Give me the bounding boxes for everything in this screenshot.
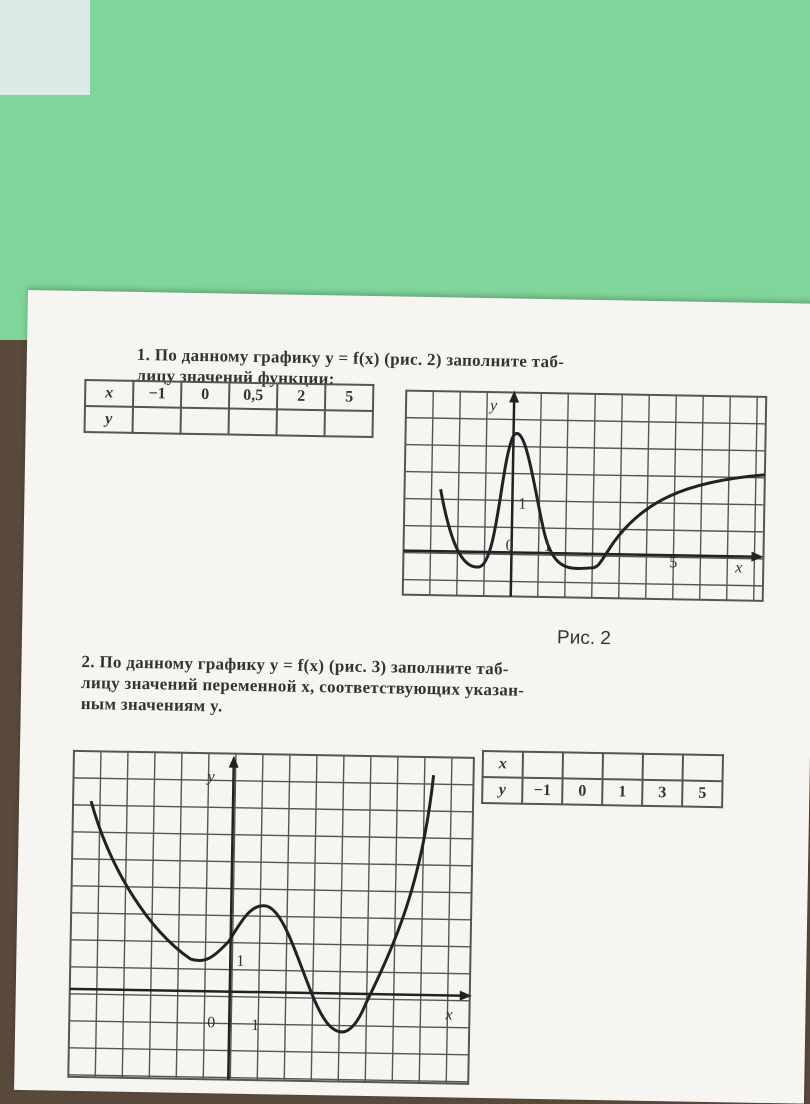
task1-line2: лицу значений функции: bbox=[136, 365, 335, 389]
origin-label: 0 bbox=[207, 1014, 216, 1032]
table-cell-empty[interactable] bbox=[229, 409, 277, 436]
table-cell-empty[interactable] bbox=[603, 753, 643, 780]
table-cell-empty[interactable] bbox=[181, 408, 229, 435]
grid-line bbox=[365, 756, 371, 1082]
axis-label-x: x bbox=[735, 559, 743, 577]
grid-line bbox=[419, 757, 425, 1083]
table-cell-empty[interactable] bbox=[523, 752, 563, 779]
table-cell-empty[interactable] bbox=[133, 407, 181, 434]
y-axis-arrow bbox=[229, 756, 239, 768]
textbook-page bbox=[14, 290, 810, 1104]
grid-line bbox=[149, 752, 155, 1078]
axis-label-y: y bbox=[207, 768, 215, 786]
grid-line bbox=[392, 757, 398, 1083]
table-cell: 0 bbox=[181, 382, 229, 409]
table-cell-empty[interactable] bbox=[277, 409, 325, 436]
grid-line bbox=[284, 755, 290, 1081]
table-header-y: y bbox=[85, 406, 133, 433]
y-axis bbox=[511, 395, 515, 597]
grid-line bbox=[754, 397, 758, 601]
grid-line bbox=[73, 832, 473, 839]
figure-2-caption: Рис. 2 bbox=[556, 627, 612, 650]
table-header-x: x bbox=[483, 751, 523, 778]
task2-table bbox=[481, 750, 724, 808]
table-cell: −1 bbox=[133, 381, 181, 408]
task2-line1: 2. По данному графику y = f(x) (рис. 3) заполните таб- bbox=[81, 651, 510, 679]
tick-label-x-1: 1 bbox=[543, 538, 552, 556]
tick-label-x-1: 1 bbox=[251, 1017, 260, 1035]
green-background bbox=[0, 0, 810, 340]
task2-table-row-y bbox=[482, 777, 722, 807]
grid-line bbox=[538, 393, 542, 597]
grid-line bbox=[69, 1021, 469, 1028]
axis-label-x: x bbox=[445, 1006, 453, 1024]
table-cell-empty[interactable] bbox=[563, 752, 603, 779]
grid-line bbox=[71, 913, 471, 920]
grid-line bbox=[122, 752, 128, 1078]
background-paper bbox=[0, 0, 90, 95]
figure-3-graph bbox=[66, 749, 482, 1086]
grid-line bbox=[311, 755, 317, 1081]
task2-line2: лицу значений переменной x, соответствующих указан- bbox=[80, 672, 525, 700]
task1-line1: 1. По данному графику y = f(x) (рис. 2) заполните таб- bbox=[136, 344, 565, 372]
grid-line bbox=[430, 391, 434, 595]
grid-line bbox=[70, 967, 470, 974]
table-cell: 0,5 bbox=[229, 383, 277, 410]
table-cell: 3 bbox=[642, 780, 682, 807]
grid-line bbox=[484, 392, 488, 596]
table-header-y: y bbox=[482, 777, 522, 804]
axis-label-y: y bbox=[489, 397, 498, 415]
task2-text bbox=[81, 651, 732, 725]
tick-label-y-1: 1 bbox=[518, 495, 527, 513]
tick-label-y-1: 1 bbox=[236, 952, 245, 970]
table-cell: 1 bbox=[602, 779, 642, 806]
grid-line bbox=[69, 1048, 469, 1055]
table-header-x: x bbox=[85, 380, 133, 407]
x-axis-arrow bbox=[751, 552, 763, 562]
grid-line bbox=[176, 753, 182, 1079]
grid-line bbox=[446, 757, 452, 1083]
origin-label: 0 bbox=[505, 537, 514, 555]
grid-line bbox=[700, 396, 704, 600]
grid-line bbox=[73, 778, 473, 785]
table-cell: 2 bbox=[277, 383, 325, 410]
grid bbox=[68, 751, 474, 1084]
task1-table bbox=[84, 379, 375, 438]
grid-line bbox=[73, 805, 473, 812]
grid-line bbox=[71, 940, 471, 947]
table-cell-empty[interactable] bbox=[643, 754, 683, 781]
tick-label-x-5: 5 bbox=[669, 554, 678, 572]
grid-line bbox=[619, 394, 623, 598]
grid-line bbox=[646, 395, 650, 599]
grid-line bbox=[95, 751, 101, 1077]
task1-table-row-y bbox=[85, 406, 373, 437]
table-cell: 0 bbox=[562, 778, 602, 805]
task2-line3: ным значениям y. bbox=[80, 693, 223, 716]
table-cell: −1 bbox=[522, 778, 562, 805]
table-cell: 5 bbox=[325, 384, 373, 411]
figure-2-graph bbox=[401, 389, 771, 607]
table-cell: 5 bbox=[682, 780, 722, 807]
grid-line bbox=[72, 859, 472, 866]
table-cell-empty[interactable] bbox=[683, 755, 723, 782]
grid-line bbox=[727, 396, 731, 600]
grid-line bbox=[457, 392, 461, 596]
table-cell-empty[interactable] bbox=[324, 410, 372, 437]
